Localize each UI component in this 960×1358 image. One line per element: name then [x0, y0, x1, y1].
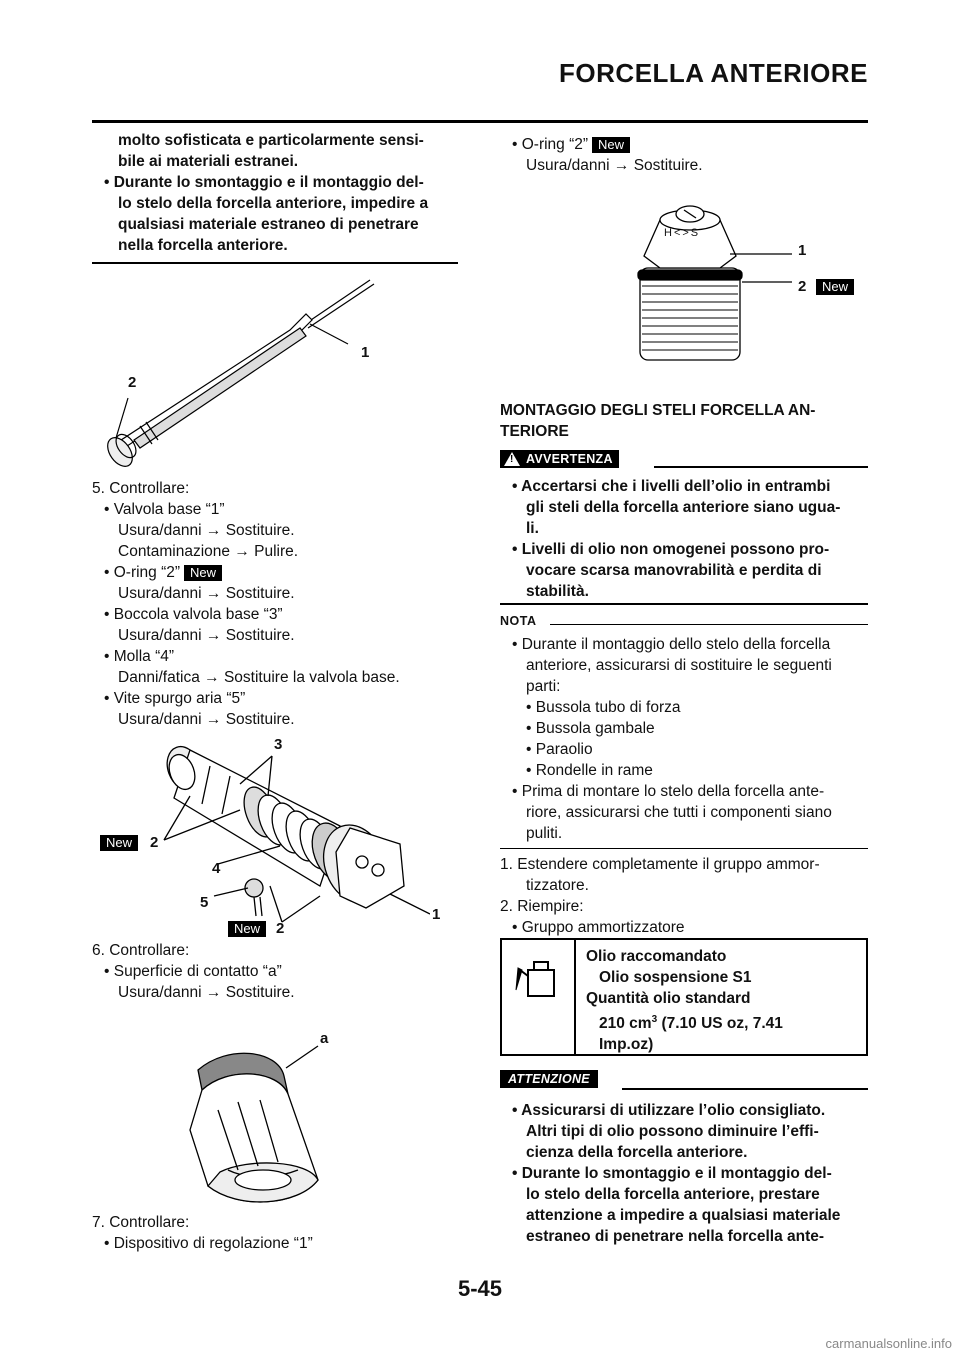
new-callout: [816, 278, 854, 296]
list-item: [92, 562, 462, 583]
list-item-detail: Usura/danni → Sostituire.: [526, 157, 703, 174]
nota-bottom-rule: [500, 848, 868, 849]
list-item: • Vite spurgo aria “5”: [104, 690, 246, 707]
warning-rule: [654, 466, 868, 468]
nota-line: • Prima di montare lo stelo della forcella ante-: [512, 783, 825, 800]
attention-tag: [500, 1070, 598, 1088]
oil-spec-text: [586, 946, 783, 1055]
new-badge: New: [100, 835, 138, 851]
base-valve-figure: [150, 736, 430, 936]
adjuster-figure: [168, 1030, 348, 1210]
intro-line: bile ai materiali estranei.: [118, 153, 299, 170]
cap-marking: H<>S: [664, 227, 701, 239]
oil-line: Quantità olio standard: [586, 990, 751, 1007]
list-item: • Superficie di contatto “a”: [104, 963, 282, 980]
oil-amount-alt: (7.10 US oz, 7.41: [657, 1015, 783, 1033]
warning-line: vocare scarsa manovrabilità e perdita di: [526, 562, 822, 579]
attention-line: estraneo di penetrare nella forcella ante-: [526, 1228, 825, 1245]
warning-bottom-rule: [500, 603, 868, 605]
list-item: • Molla “4”: [104, 648, 175, 665]
list-item: • Valvola base “1”: [104, 501, 225, 518]
intro-bottom-rule: [92, 262, 458, 264]
list-item-detail: Usura/danni → Sostituire.: [118, 585, 295, 602]
page-number: 5-45: [457, 1276, 503, 1301]
step-title: 7. Controllare:: [92, 1214, 190, 1231]
warning-line: • Livelli di olio non omogenei possono pro-: [512, 541, 830, 558]
attention-line: lo stelo della forcella anteriore, prestare: [526, 1186, 820, 1203]
warning-icon: !: [504, 452, 520, 466]
new-badge: New: [228, 921, 266, 937]
intro-block: [92, 130, 458, 256]
damper-rod-figure: [100, 276, 390, 476]
section-title: [500, 400, 868, 442]
nota-label: NOTA: [500, 614, 537, 628]
intro-line: molto sofisticata e particolarmente sensi-: [118, 132, 424, 149]
nota-line: riore, assicurarsi che tutti i componenti siano: [526, 804, 832, 821]
warning-text: [500, 476, 868, 602]
intro-line: lo stelo della forcella anteriore, impedire a: [118, 195, 429, 212]
list-item: • Boccola valvola base “3”: [104, 606, 283, 623]
assembly-steps: [500, 854, 868, 938]
new-badge: New: [184, 565, 222, 581]
list-item: [500, 134, 868, 155]
figure-callout: 2: [128, 374, 137, 391]
figure-callout: 1: [432, 906, 441, 923]
oil-amount: 210 cm: [599, 1015, 652, 1033]
warning-line: li.: [526, 520, 539, 537]
new-badge: New: [816, 279, 854, 295]
section-title-line: TERIORE: [500, 423, 569, 440]
attention-label: ATTENZIONE: [500, 1070, 598, 1088]
header-rule: [92, 120, 868, 123]
list-item-detail: Usura/danni → Sostituire.: [118, 522, 295, 539]
attention-line: • Assicurarsi di utilizzare l’olio consigliato.: [512, 1102, 826, 1119]
new-callout: [228, 920, 266, 938]
figure-callout: 2: [798, 278, 807, 295]
nota-line: • Paraolio: [526, 741, 593, 758]
figure-callout: 4: [212, 860, 221, 877]
attention-line: Altri tipi di olio possono diminuire l’effi-: [526, 1123, 819, 1140]
step-line: 2. Riempire:: [500, 898, 584, 915]
nota-rule: [550, 624, 868, 625]
oil-box-divider: [574, 940, 576, 1054]
nota-line: • Durante il montaggio dello stelo della forcella: [512, 636, 831, 653]
attention-text: [500, 1100, 868, 1247]
step-line: • Gruppo ammortizzatore: [512, 919, 685, 936]
new-badge: New: [592, 137, 630, 153]
list-item-text: • O-ring “2”: [104, 564, 181, 581]
oil-line: Imp.oz): [599, 1036, 654, 1054]
step-6: [92, 940, 462, 1003]
warning-line: gli steli della forcella anteriore siano ugua-: [526, 499, 841, 516]
figure-callout: 2: [276, 920, 285, 937]
nota-text: [500, 634, 868, 844]
oil-unit-sup: 3: [651, 1014, 658, 1025]
figure-callout: 3: [274, 736, 283, 753]
attention-line: attenzione a impedire a qualsiasi materiale: [526, 1207, 841, 1224]
step-line: tizzatore.: [526, 877, 589, 894]
oil-spec-box: [500, 938, 868, 1056]
watermark: carmanualsonline.info: [825, 1336, 952, 1351]
list-item: • Dispositivo di regolazione “1”: [104, 1235, 313, 1252]
intro-line: qualsiasi materiale estraneo di penetrare: [118, 216, 419, 233]
intro-line: • Durante lo smontaggio e il montaggio del-: [104, 174, 424, 191]
list-item-detail: Usura/danni → Sostituire.: [118, 984, 295, 1001]
nota-line: • Rondelle in rame: [526, 762, 653, 779]
nota-line: anteriore, assicurarsi di sostituire le seguenti: [526, 657, 832, 674]
list-item-detail: Contaminazione → Pulire.: [118, 543, 299, 560]
intro-line: nella forcella anteriore.: [118, 237, 288, 254]
nota-line: • Bussola gambale: [526, 720, 655, 737]
list-item-detail: Usura/danni → Sostituire.: [118, 627, 295, 644]
oil-can-icon: [512, 956, 566, 1000]
figure-callout: 1: [798, 242, 807, 259]
step-5: [92, 478, 462, 730]
attention-line: • Durante lo smontaggio e il montaggio del-: [512, 1165, 832, 1182]
nota-line: • Bussola tubo di forza: [526, 699, 681, 716]
warning-label: AVVERTENZA: [526, 452, 613, 466]
warning-line: • Accertarsi che i livelli dell’olio in entrambi: [512, 478, 831, 495]
list-item-detail: Danni/fatica → Sostituire la valvola base.: [118, 669, 400, 686]
new-callout: [100, 834, 138, 852]
oring-block: [500, 134, 868, 176]
figure-callout: a: [320, 1030, 329, 1047]
fork-cap-figure: [620, 196, 810, 366]
step-line: 1. Estendere completamente il gruppo ammor-: [500, 856, 820, 873]
nota-line: puliti.: [526, 825, 563, 842]
list-item-text: • O-ring “2”: [512, 136, 589, 153]
oil-line: Olio raccomandato: [586, 948, 727, 965]
figure-callout: 2: [150, 834, 159, 851]
warning-line: stabilità.: [526, 583, 589, 600]
section-title-line: MONTAGGIO DEGLI STELI FORCELLA AN-: [500, 402, 816, 419]
oil-line: Olio sospensione S1: [599, 969, 752, 986]
figure-callout: 5: [200, 894, 209, 911]
warning-tag: [500, 450, 619, 471]
oil-line: [586, 1009, 783, 1034]
step-7: [92, 1212, 462, 1254]
step-title: 6. Controllare:: [92, 942, 190, 959]
figure-callout: 1: [361, 344, 370, 361]
list-item-detail: Usura/danni → Sostituire.: [118, 711, 295, 728]
attention-line: cienza della forcella anteriore.: [526, 1144, 748, 1161]
attention-rule: [622, 1088, 868, 1090]
nota-line: parti:: [526, 678, 561, 695]
step-title: 5. Controllare:: [92, 480, 190, 497]
page-title: FORCELLA ANTERIORE: [559, 58, 868, 88]
